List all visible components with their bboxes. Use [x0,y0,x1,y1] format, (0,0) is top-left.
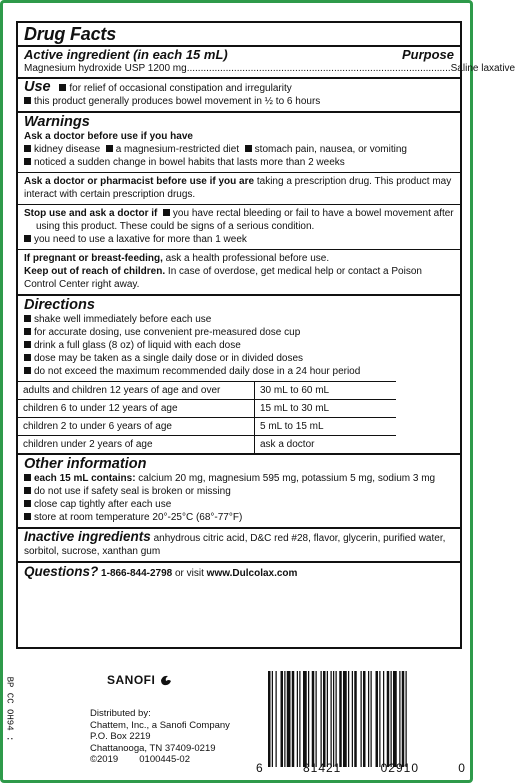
active-ingredient: Magnesium hydroxide USP 1200 mg [24,63,187,74]
barcode-bar [361,671,362,767]
direction-item [24,326,454,339]
barcode-bar [339,671,342,767]
distributor-line: P.O. Box 2219 [90,731,151,742]
stop-use-heading: Stop use and ask a doctor if [24,208,158,219]
barcode-bar [281,671,284,767]
direction-text: drink a full glass (8 oz) of liquid with each dose [34,340,241,351]
barcode-bar [354,671,357,767]
barcode-bar [348,671,349,767]
facts-title: Drug Facts [24,24,117,44]
use-line [24,95,454,108]
barcode-bar [321,671,322,767]
barcode-bar [383,671,384,767]
other-item: store at room temperature 20°-25°C (68°-77°F) [34,512,243,523]
warning-line [24,143,454,156]
barcode-bar [299,671,300,767]
barcode-bar [399,671,400,767]
keep-out-warning [24,265,454,291]
pregnancy-text: ask a health professional before use. [162,253,330,264]
distributor-line: Chattem, Inc., a Sanofi Company [90,719,230,731]
pharmacist-warning [24,175,454,201]
inactive-text: anhydrous citric acid, D&C red #28, flavor, glycerin, purified water, sorbitol, sucrose, xanthan gum [24,533,446,557]
direction-item [24,313,454,326]
age-group-cell: adults and children 12 years of age and over [18,382,255,400]
direction-text: dose may be taken as a single daily dose or in divided doses [34,353,304,364]
bullet-square-icon [24,145,31,152]
barcode-bar [323,671,326,767]
barcode-bar [333,671,334,767]
directions-heading: Directions [24,297,95,313]
distributor-info [90,708,230,766]
barcode-bar [336,671,337,767]
use-item: for relief of occasional constipation and irregularity [69,83,292,94]
age-group-cell: children 2 to under 6 years of age [18,418,255,436]
bullet-square-icon [24,315,31,322]
bullet-square-icon [24,474,31,481]
warnings-heading: Warnings [24,114,90,130]
barcode-digit: 81421 [302,761,342,775]
direction-text: shake well immediately before each use [34,314,212,325]
distributor-line: Distributed by: [90,708,151,719]
brand-name: SANOFI [107,673,156,687]
bullet-square-icon [24,487,31,494]
barcode-bar [312,671,315,767]
bullet-square-icon [24,235,31,242]
dosage-row [18,436,396,454]
direction-item [24,365,454,378]
barcode-bar [287,671,291,767]
stop-use-item: you need to use a laxative for more than 1 week [34,234,247,245]
dosage-table [18,381,396,453]
direction-item [24,352,454,365]
barcode-bar [331,671,332,767]
other-info-heading: Other information [24,456,147,472]
barcode-bar [327,671,328,767]
barcode-bar [352,671,353,767]
bullet-square-icon [245,145,252,152]
other-line [24,498,454,511]
bullet-square-icon [163,209,170,216]
vertical-code-text: BP CC OH94 : [4,676,14,742]
bullet-square-icon [24,500,31,507]
direction-text: do not exceed the maximum recommended daily dose in a 24 hour period [34,366,361,377]
barcode-digit: 0 [458,761,466,775]
barcode-bar [391,671,392,767]
ask-doctor-heading: Ask a doctor before use if you have [24,131,193,142]
warning-item: a magnesium-restricted diet [115,144,240,155]
bullet-square-icon [106,145,113,152]
dose-cell: ask a doctor [255,436,397,454]
pharmacist-text: taking a prescription drug. This product may interact with certain prescription drugs. [24,176,452,200]
sanofi-logo [107,673,173,687]
leader-dots: ............................................................................................... [186,63,451,74]
bullet-square-icon [24,341,31,348]
bullet-square-icon [24,367,31,374]
divider [18,294,460,296]
copyright: ©2019 [90,754,119,765]
barcode-bar [297,671,298,767]
active-heading: Active ingredient (in each 15 mL) [24,47,228,62]
barcode-bar [303,671,307,767]
warning-item: stomach pain, nausea, or vomiting [254,144,407,155]
dose-cell: 30 mL to 60 mL [255,382,397,400]
dose-cell: 15 mL to 30 mL [255,400,397,418]
dosage-row [18,400,396,418]
divider [18,77,460,79]
use-item: this product generally produces bowel movement in ½ to 6 hours [34,96,321,107]
bullet-square-icon [59,84,66,91]
age-group-cell: children under 2 years of age [18,436,255,454]
stop-use-warning [24,207,454,233]
active-header [24,47,454,62]
barcode-bar [376,671,379,767]
warning-line [24,156,454,169]
pregnancy-warning [24,252,454,265]
barcode-bar [387,671,390,767]
bullet-square-icon [24,328,31,335]
inactive-heading: Inactive ingredients [24,529,151,544]
phone-number: 1-866-844-2798 [101,568,173,579]
sanofi-bird-icon [159,673,173,687]
bullet-square-icon [24,513,31,520]
bullet-square-icon [24,97,31,104]
barcode-bar [363,671,366,767]
use-heading: Use [24,79,51,95]
copyright-line [90,754,230,766]
bullet-square-icon [24,354,31,361]
divider [18,204,460,205]
barcode-bar [368,671,369,767]
distributor-line: Chattanooga, TN 37409-0219 [90,742,216,754]
questions-text: or visit [172,568,207,579]
barcode-bar [268,671,271,767]
divider [18,111,460,113]
barcode-bar [393,671,397,767]
stop-use-line [24,233,454,246]
other-item: close cap tightly after each use [34,499,172,510]
active-row [24,62,515,75]
dosage-row [18,418,396,436]
barcode-digit: 02910 [380,761,419,775]
keep-out-heading: Keep out of reach of children. [24,266,166,277]
barcode-bar [371,671,372,767]
contains-heading: each 15 mL contains: [34,473,136,484]
lot-code: 0100445-02 [139,754,190,765]
directions-list [24,313,454,378]
barcode-bar [308,671,309,767]
stop-use-item: you have rectal bleeding or fail to have a bowel movement after using this product. These could be signs of a serious condition. [36,208,454,232]
barcode-bar [379,671,380,767]
website-link: www.Dulcolax.com [206,568,298,579]
barcode-bar [276,671,277,767]
questions-heading: Questions? [24,564,99,579]
questions-line [24,565,454,580]
pregnancy-heading: If pregnant or breast-feeding, [24,253,163,264]
warning-item: noticed a sudden change in bowel habits that lasts more than 2 weeks [34,157,345,168]
direction-item [24,339,454,352]
age-group-cell: children 6 to under 12 years of age [18,400,255,418]
bullet-square-icon [24,158,31,165]
barcode-bar [402,671,405,767]
barcode-digit: 6 [256,761,264,775]
divider [18,172,460,173]
vertical-code [2,654,16,764]
other-line [24,485,454,498]
keep-out-text: In case of overdose, get medical help or contact a Poison Control Center right away. [24,266,422,290]
purpose-value: Saline laxative [450,63,515,74]
pharmacist-heading: Ask a doctor or pharmacist before use if you are [24,176,255,187]
barcode-bar [406,671,407,767]
use-line [24,81,454,95]
direction-text: for accurate dosing, use convenient pre-measured dose cup [34,327,301,338]
other-item: do not use if safety seal is broken or missing [34,486,231,497]
divider [18,561,460,563]
inactive-block [24,530,454,558]
barcode-bar [284,671,285,767]
divider [18,249,460,250]
drug-facts-panel [16,21,515,649]
purpose-heading: Purpose [401,47,454,62]
barcode-bar [272,671,273,767]
other-line [24,511,454,524]
dose-cell: 5 mL to 15 mL [255,418,397,436]
contains-text: calcium 20 mg, magnesium 595 mg, potassium 5 mg, sodium 3 mg [135,473,436,484]
other-line [24,472,454,485]
warning-item: kidney disease [34,144,101,155]
barcode-bar [343,671,347,767]
barcode-bar [292,671,295,767]
dosage-row [18,382,396,400]
barcode-digits [256,761,466,775]
barcode [266,671,450,767]
barcode-bar [316,671,317,767]
divider [18,453,460,455]
